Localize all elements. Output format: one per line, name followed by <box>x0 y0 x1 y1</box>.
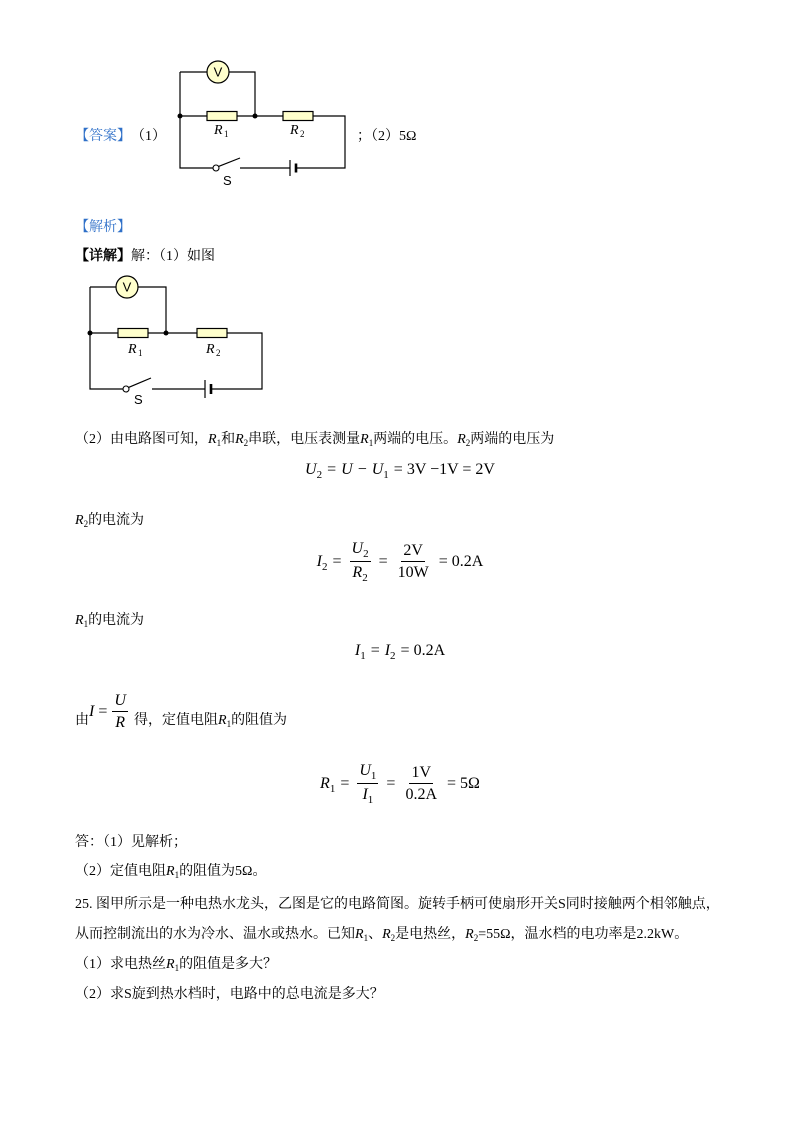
switch-blade-icon <box>219 158 240 166</box>
step2-r1-voltage: 两端的电压。 <box>373 432 458 447</box>
step2-and: 和 <box>221 432 236 447</box>
ohm-prefix: 由 <box>75 713 89 728</box>
r2-current-text: 的电流为 <box>88 513 145 528</box>
analysis-heading <box>75 218 131 238</box>
r1-label-symbol: R <box>214 123 223 138</box>
var-r: R <box>355 927 364 942</box>
var-u: U <box>351 540 364 557</box>
subscript-1: 1 <box>367 794 374 806</box>
answer-label: 【答案】 <box>75 129 131 144</box>
problem25-text2b: 、 <box>368 927 383 942</box>
equals-sign: = <box>340 774 350 792</box>
switch-pivot-icon <box>123 386 129 392</box>
var-r: R <box>235 432 244 447</box>
fraction-values <box>396 540 431 583</box>
subscript-1: 1 <box>216 438 222 448</box>
conclusion-line2 <box>75 862 266 882</box>
var-r: R <box>166 957 175 972</box>
question1-suffix: 的阻值是多大？ <box>179 957 278 972</box>
subscript-2: 2 <box>316 469 323 481</box>
problem25-question2 <box>75 985 384 1005</box>
ohm-prefix-line <box>75 711 89 731</box>
detail-text: 解：（1）如图 <box>131 249 215 264</box>
conclusion-suffix: 的阻值为5Ω。 <box>179 864 267 879</box>
equals-sign: = <box>378 552 388 570</box>
ohm-law-formula <box>89 690 129 733</box>
problem25-text2d: =55Ω，温水档的电功率是2.2kW。 <box>478 927 689 942</box>
equals-sign: = <box>327 461 337 478</box>
junction-dot <box>253 114 258 119</box>
switch-label: S <box>223 173 232 188</box>
numerator: 1V <box>409 762 433 784</box>
subscript-2: 2 <box>362 572 368 584</box>
subscript-1: 1 <box>370 770 377 782</box>
term-u1 <box>372 461 389 479</box>
subscript-2: 2 <box>243 438 249 448</box>
fraction-u-over-r <box>112 690 128 733</box>
numerator: 2V <box>401 540 425 562</box>
conclusion-prefix: （2）定值电阻 <box>75 864 166 879</box>
junction-dot <box>178 114 183 119</box>
var-r: R <box>166 864 175 879</box>
voltmeter-label: V <box>122 279 132 295</box>
voltmeter-label: V <box>213 64 223 80</box>
series-wire <box>180 116 345 168</box>
conclusion-line1 <box>75 833 187 853</box>
detail-line <box>75 247 215 267</box>
equation-i2-result: = 0.2A <box>438 552 484 570</box>
subscript-2: 2 <box>390 933 396 943</box>
r2-label-symbol: R <box>290 123 299 138</box>
ohm-suffix: 的阻值为 <box>231 713 288 728</box>
r1-current-text: 的电流为 <box>88 613 145 628</box>
answer-circuit-diagram <box>165 55 360 195</box>
subscript-1: 1 <box>174 870 180 880</box>
denominator <box>113 712 127 733</box>
equation-i1 <box>0 640 800 662</box>
subscript-1: 1 <box>329 782 336 795</box>
equation-u2-result: = 3V −1V = 2V <box>393 461 495 478</box>
fraction-u1-over-i1 <box>357 760 378 807</box>
equation-i2 <box>0 540 800 583</box>
denominator: 10W <box>397 564 429 581</box>
var-r: R <box>75 613 84 628</box>
var-r: R <box>115 714 126 731</box>
subscript-2: 2 <box>363 548 369 560</box>
equation-i1-result: = 0.2A <box>400 642 446 659</box>
switch-pivot-icon <box>213 165 219 171</box>
term-r1 <box>320 775 335 793</box>
subscript-1: 1 <box>383 469 389 481</box>
var-r: R <box>218 713 227 728</box>
resistor-r2-icon <box>197 329 227 338</box>
problem25-line1 <box>75 895 720 915</box>
subscript-1: 1 <box>83 619 89 629</box>
var-r: R <box>208 432 217 447</box>
detail-circuit-diagram <box>80 270 275 410</box>
switch-blade-icon <box>129 378 151 387</box>
resistor-r1-icon <box>118 329 148 338</box>
r2-current-line <box>75 511 144 531</box>
analysis-label: 【解析】 <box>75 220 131 235</box>
var-i: I <box>362 786 368 803</box>
problem25-line2 <box>75 925 688 945</box>
r2-label-subscript: 2 <box>216 348 221 358</box>
term-i2 <box>385 642 396 660</box>
subscript-1: 1 <box>360 650 366 662</box>
var-r: R <box>360 432 369 447</box>
r2-label-symbol: R <box>206 342 215 357</box>
problem25-text1: 25. 图甲所示是一种电热水龙头，乙图是它的电路简图。旋转手柄可使扇形开关S同时接触两个相邻触点， <box>75 897 720 912</box>
resistor-r1-icon <box>207 112 237 121</box>
step2-r2-voltage: 两端的电压为 <box>470 432 555 447</box>
subscript-1: 1 <box>174 963 180 973</box>
var-r: R <box>457 432 466 447</box>
var-u: U <box>359 762 371 779</box>
term-i2 <box>317 553 328 571</box>
var-i: I <box>316 552 322 570</box>
term-i1 <box>355 642 366 660</box>
answer-part1: （1） <box>131 129 166 144</box>
subscript-2: 2 <box>390 650 396 662</box>
resistor-r2-icon <box>283 112 313 121</box>
r1-label-subscript: 1 <box>138 348 143 358</box>
subscript-2: 2 <box>322 560 328 573</box>
r1-current-line <box>75 611 144 631</box>
numerator <box>350 538 371 562</box>
denominator: 0.2A <box>405 786 438 803</box>
numerator <box>357 760 378 784</box>
subscript-1: 1 <box>363 933 369 943</box>
step2-intro: （2）由电路图可知， <box>75 432 208 447</box>
detail-label: 【详解】 <box>75 249 131 264</box>
var-u: U <box>305 461 317 478</box>
var-r: R <box>352 564 363 581</box>
var-i: I <box>384 642 391 659</box>
var-r: R <box>75 513 84 528</box>
var-u: U <box>341 461 353 478</box>
equation-r1 <box>0 762 800 805</box>
denominator <box>360 784 375 807</box>
fraction-u2-over-r2 <box>350 538 371 585</box>
answer-part2 <box>357 127 416 147</box>
answer-part2-text: ；（2）5Ω <box>357 129 417 144</box>
denominator <box>350 562 369 585</box>
var-r: R <box>320 774 330 792</box>
var-i: I <box>354 642 361 659</box>
series-wire <box>90 333 262 389</box>
subscript-1: 1 <box>226 719 232 729</box>
var-r: R <box>465 927 474 942</box>
question1-prefix: （1）求电热丝 <box>75 957 166 972</box>
problem25-text2c: 是电热丝， <box>395 927 466 942</box>
junction-dot <box>88 331 93 336</box>
var-u: U <box>371 461 384 478</box>
question2-text: （2）求S旋到热水档时，电路中的总电流是多大？ <box>75 987 384 1002</box>
subscript-2: 2 <box>83 519 89 529</box>
equals-sign: = <box>332 552 342 570</box>
subscript-2: 2 <box>473 933 479 943</box>
conclusion-text1: 答：（1）见解析； <box>75 835 187 850</box>
term-u2 <box>305 461 322 479</box>
problem25-question1 <box>75 955 277 975</box>
step2-sentence <box>75 430 554 450</box>
numerator <box>112 690 128 712</box>
equals-sign: = <box>370 642 380 659</box>
equation-u2 <box>0 459 800 481</box>
junction-dot <box>164 331 169 336</box>
switch-label: S <box>134 392 143 407</box>
answer-row <box>75 127 166 147</box>
var-i: I <box>89 702 95 720</box>
subscript-1: 1 <box>368 438 374 448</box>
ohm-suffix-line <box>134 711 287 731</box>
var-u: U <box>114 692 126 709</box>
ohm-mid: 得，定值电阻 <box>134 713 218 728</box>
r2-label-subscript: 2 <box>300 129 305 139</box>
equation-r1-result: = 5Ω <box>447 774 480 792</box>
step2-series: 串联，电压表测量 <box>248 432 361 447</box>
equals-sign: = <box>98 702 108 720</box>
subscript-2: 2 <box>465 438 471 448</box>
fraction-values <box>403 762 439 805</box>
problem25-text2a: 从而控制流出的水为冷水、温水或热水。已知 <box>75 927 355 942</box>
r1-label-subscript: 1 <box>224 129 229 139</box>
equals-sign: = <box>386 774 396 792</box>
r1-label-symbol: R <box>128 342 137 357</box>
minus-sign: − <box>357 461 367 478</box>
var-r: R <box>382 927 391 942</box>
